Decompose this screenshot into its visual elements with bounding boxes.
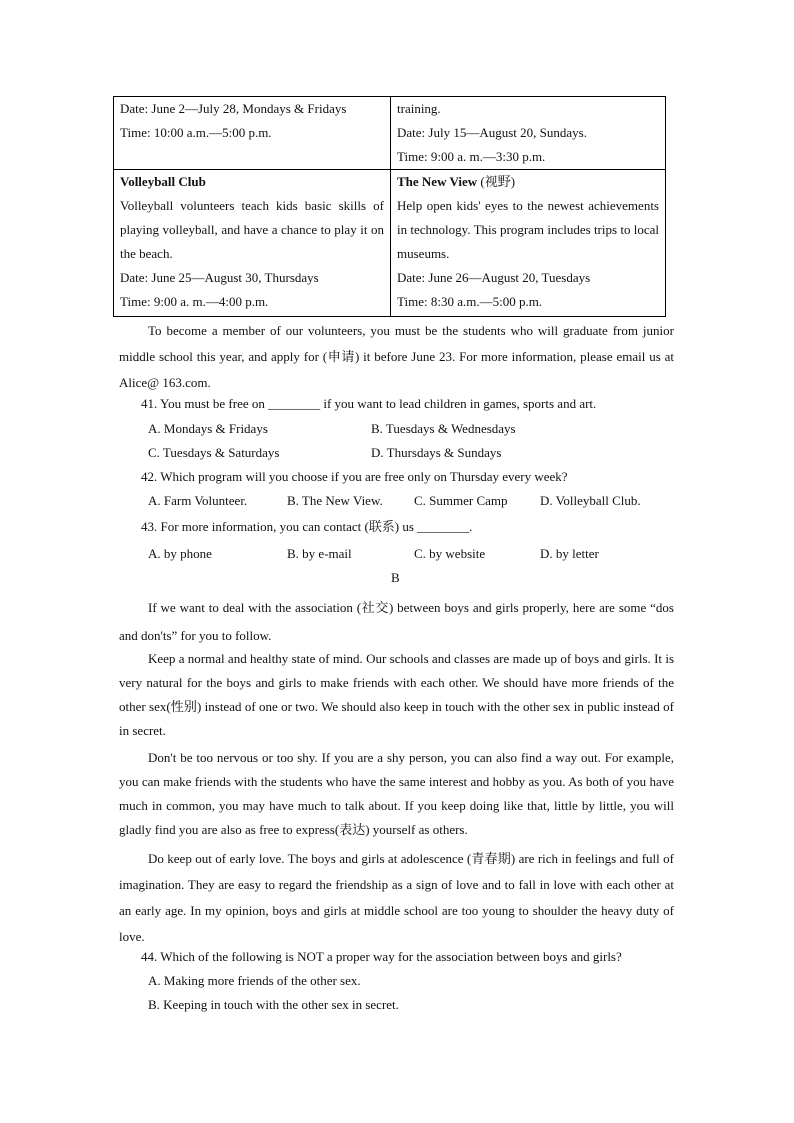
new-view-cell: [391, 170, 666, 317]
time-line: Time: 8:30 a.m.—5:00 p.m.: [397, 294, 543, 309]
time-line: Time: 9:00 a. m.—4:00 p.m.: [120, 294, 269, 309]
time-line: Time: 9:00 a. m.—3:30 p.m.: [397, 149, 546, 164]
q43-option-a: A. by phone: [148, 546, 212, 561]
q44-option-a: A. Making more friends of the other sex.: [148, 973, 361, 988]
body-line: training.: [397, 101, 441, 116]
date-line: Date: July 15—August 20, Sundays.: [397, 125, 587, 140]
time-line: Time: 10:00 a.m.—5:00 p.m.: [120, 125, 272, 140]
q44-option-b: B. Keeping in touch with the other sex in secret.: [148, 997, 399, 1012]
q41-option-a: A. Mondays & Fridays: [148, 421, 268, 436]
q41-option-d: D. Thursdays & Sundays: [371, 445, 502, 460]
date-line: Date: June 2—July 28, Mondays & Fridays: [120, 101, 347, 116]
date-line: Date: June 26—August 20, Tuesdays: [397, 270, 591, 285]
table-row: [114, 97, 666, 170]
q43-option-c: C. by website: [414, 546, 486, 561]
q43-option-b: B. by e-mail: [287, 546, 352, 561]
section-b-heading: B: [391, 570, 400, 585]
q42-option-d: D. Volleyball Club.: [540, 493, 641, 508]
program-description: Help open kids' eyes to the newest achievements in technology. This program includes trips to local museums.: [397, 198, 659, 261]
program-title-line: [397, 170, 659, 194]
q42-option-b: B. The New View.: [287, 493, 383, 508]
intro-paragraph: To become a member of our volunteers, you must be the students who will graduate from junior middle school this year, and apply for (申请) it before June 23. For more information, please email us at Alice@ 163.com.: [119, 323, 674, 390]
program-title: The New View: [397, 174, 478, 189]
table-row: [114, 170, 666, 317]
q42-option-c: C. Summer Camp: [414, 493, 508, 508]
section-b-paragraph-3: Don't be too nervous or too shy. If you are a shy person, you can also find a way out. For example, you can make friends with the students who have the same interest and hobby as you. As both of you have much in common, you may have much to talk about. If you keep doing like that, little by little, you will gladly find you are also as free to express(表达) yourself as others.: [119, 750, 674, 837]
question-44-stem: 44. Which of the following is NOT a proper way for the association between boys and girls?: [141, 949, 622, 964]
program-table: [113, 96, 666, 317]
section-b-paragraph-4: Do keep out of early love. The boys and girls at adolescence (青春期) are rich in feelings and full of imagination. They are easy to regard the friendship as a sign of love and to fall in love with each other at an early age. In my opinion, boys and girls at middle school are too young to shoulder the heavy duty of love.: [119, 851, 674, 944]
volleyball-club-cell: [114, 170, 391, 317]
summer-camp-cell-tail: [391, 97, 666, 170]
farm-volunteer-cell-tail: [114, 97, 391, 170]
section-b-paragraph-1: If we want to deal with the association (社交) between boys and girls properly, here are some “dos and don'ts” for you to follow.: [119, 600, 674, 643]
date-line: Date: June 25—August 30, Thursdays: [120, 270, 319, 285]
program-title-gloss: (视野): [477, 174, 516, 189]
q41-option-b: B. Tuesdays & Wednesdays: [371, 421, 516, 436]
section-b-paragraph-2: Keep a normal and healthy state of mind. Our schools and classes are made up of boys and girls. It is very natural for the boys and girls to make friends with each other. We should have more friends of the other sex(性别) instead of one or two. We should also keep in touch with the other sex in public instead of in secret.: [119, 651, 674, 738]
q43-option-d: D. by letter: [540, 546, 599, 561]
question-42-stem: 42. Which program will you choose if you are free only on Thursday every week?: [141, 469, 568, 484]
q42-option-a: A. Farm Volunteer.: [148, 493, 248, 508]
program-title: Volleyball Club: [120, 174, 206, 189]
question-43-stem: 43. For more information, you can contact (联系) us ________.: [141, 519, 473, 534]
q41-option-c: C. Tuesdays & Saturdays: [148, 445, 280, 460]
program-description: Volleyball volunteers teach kids basic skills of playing volleyball, and have a chance to play it on the beach.: [120, 198, 384, 261]
question-41-stem: 41. You must be free on ________ if you want to lead children in games, sports and art.: [141, 396, 597, 411]
